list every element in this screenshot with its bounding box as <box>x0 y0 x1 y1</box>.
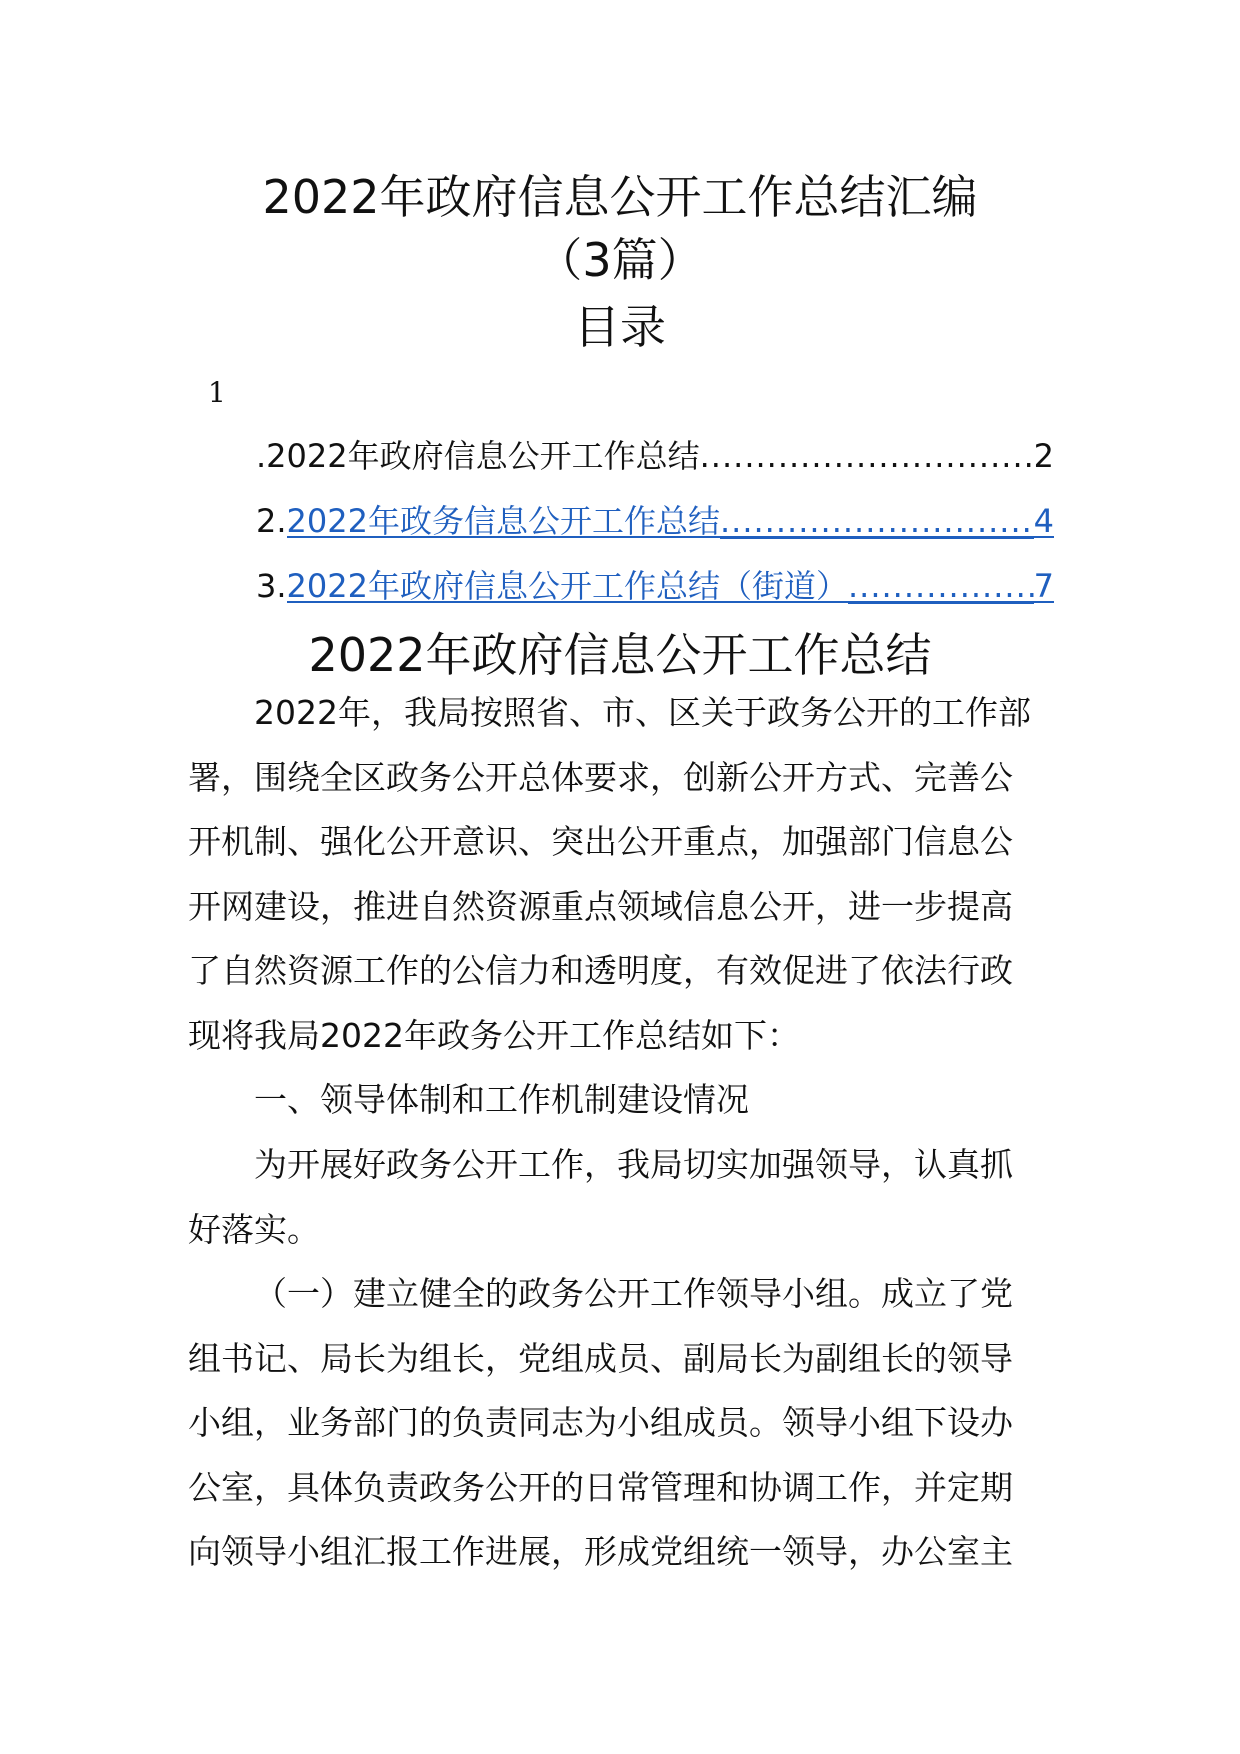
toc-entry-prefix: 2. <box>256 502 287 540</box>
toc-entry-page: 4 <box>1033 502 1054 540</box>
toc-entry-prefix: 3. <box>256 567 287 605</box>
body-paragraph-3 <box>188 1262 1054 1585</box>
paragraph-line: 了自然资源工作的公信力和透明度，有效促进了依法行政 <box>188 951 1013 990</box>
toc-entry-3[interactable] <box>256 564 1054 608</box>
toc-leader-dots <box>848 564 1034 608</box>
paragraph-line: 小组，业务部门的负责同志为小组成员。领导小组下设办 <box>188 1403 1013 1442</box>
toc-entry-link[interactable] <box>266 434 1054 478</box>
toc-heading: 目录 <box>574 300 666 354</box>
paragraph-line: 2022年，我局按照省、市、区关于政务公开的工作部 <box>254 693 1031 732</box>
toc-entry-page: 2 <box>1033 437 1054 475</box>
section-title: 2022年政府信息公开工作总结 <box>308 628 932 682</box>
paragraph-line: 现将我局2022年政务公开工作总结如下： <box>188 1015 800 1055</box>
paragraph-line: 为开展好政务公开工作，我局切实加强领导，认真抓 <box>254 1145 1013 1184</box>
paragraph-line: 向领导小组汇报工作进展，形成党组统一领导，办公室主 <box>188 1532 1013 1571</box>
toc-leader-dots <box>700 434 1034 478</box>
toc-entry-prefix: . <box>256 437 267 475</box>
toc-entry-2[interactable] <box>256 499 1054 543</box>
toc-number: 1 <box>208 376 226 409</box>
body-paragraph-1 <box>188 681 1054 1068</box>
paragraph-line: 公室，具体负责政务公开的日常管理和协调工作，并定期 <box>188 1467 1013 1507</box>
paragraph-line: 好落实。 <box>188 1209 320 1249</box>
toc-entry-link[interactable] <box>287 499 1054 543</box>
toc-entry-text: 2022年政府信息公开工作总结 <box>266 437 700 475</box>
section-heading-1 <box>188 1068 1054 1133</box>
toc-entry-1[interactable] <box>256 434 1054 478</box>
body-paragraph-2 <box>188 1133 1054 1262</box>
paragraph-line: （一）建立健全的政务公开工作领导小组。成立了党 <box>254 1274 1013 1313</box>
paragraph-line: 开机制、强化公开意识、突出公开重点，加强部门信息公 <box>188 822 1013 861</box>
toc-entry-link[interactable] <box>287 564 1054 608</box>
document-subtitle: （3篇） <box>536 233 704 287</box>
toc-entry-page: 7 <box>1033 567 1054 605</box>
paragraph-line: 署，围绕全区政务公开总体要求，创新公开方式、完善公 <box>188 757 1013 797</box>
toc-leader-dots <box>720 499 1034 543</box>
paragraph-line: 组书记、局长为组长，党组成员、副局长为副组长的领导 <box>188 1338 1013 1378</box>
document-title: 2022年政府信息公开工作总结汇编 <box>262 170 978 224</box>
toc-entry-text: 2022年政务信息公开工作总结 <box>286 502 720 540</box>
paragraph-line: 开网建设，推进自然资源重点领域信息公开，进一步提高 <box>188 886 1013 926</box>
toc-entry-text: 2022年政府信息公开工作总结（街道） <box>286 567 848 605</box>
heading-line: 一、领导体制和工作机制建设情况 <box>254 1080 749 1119</box>
